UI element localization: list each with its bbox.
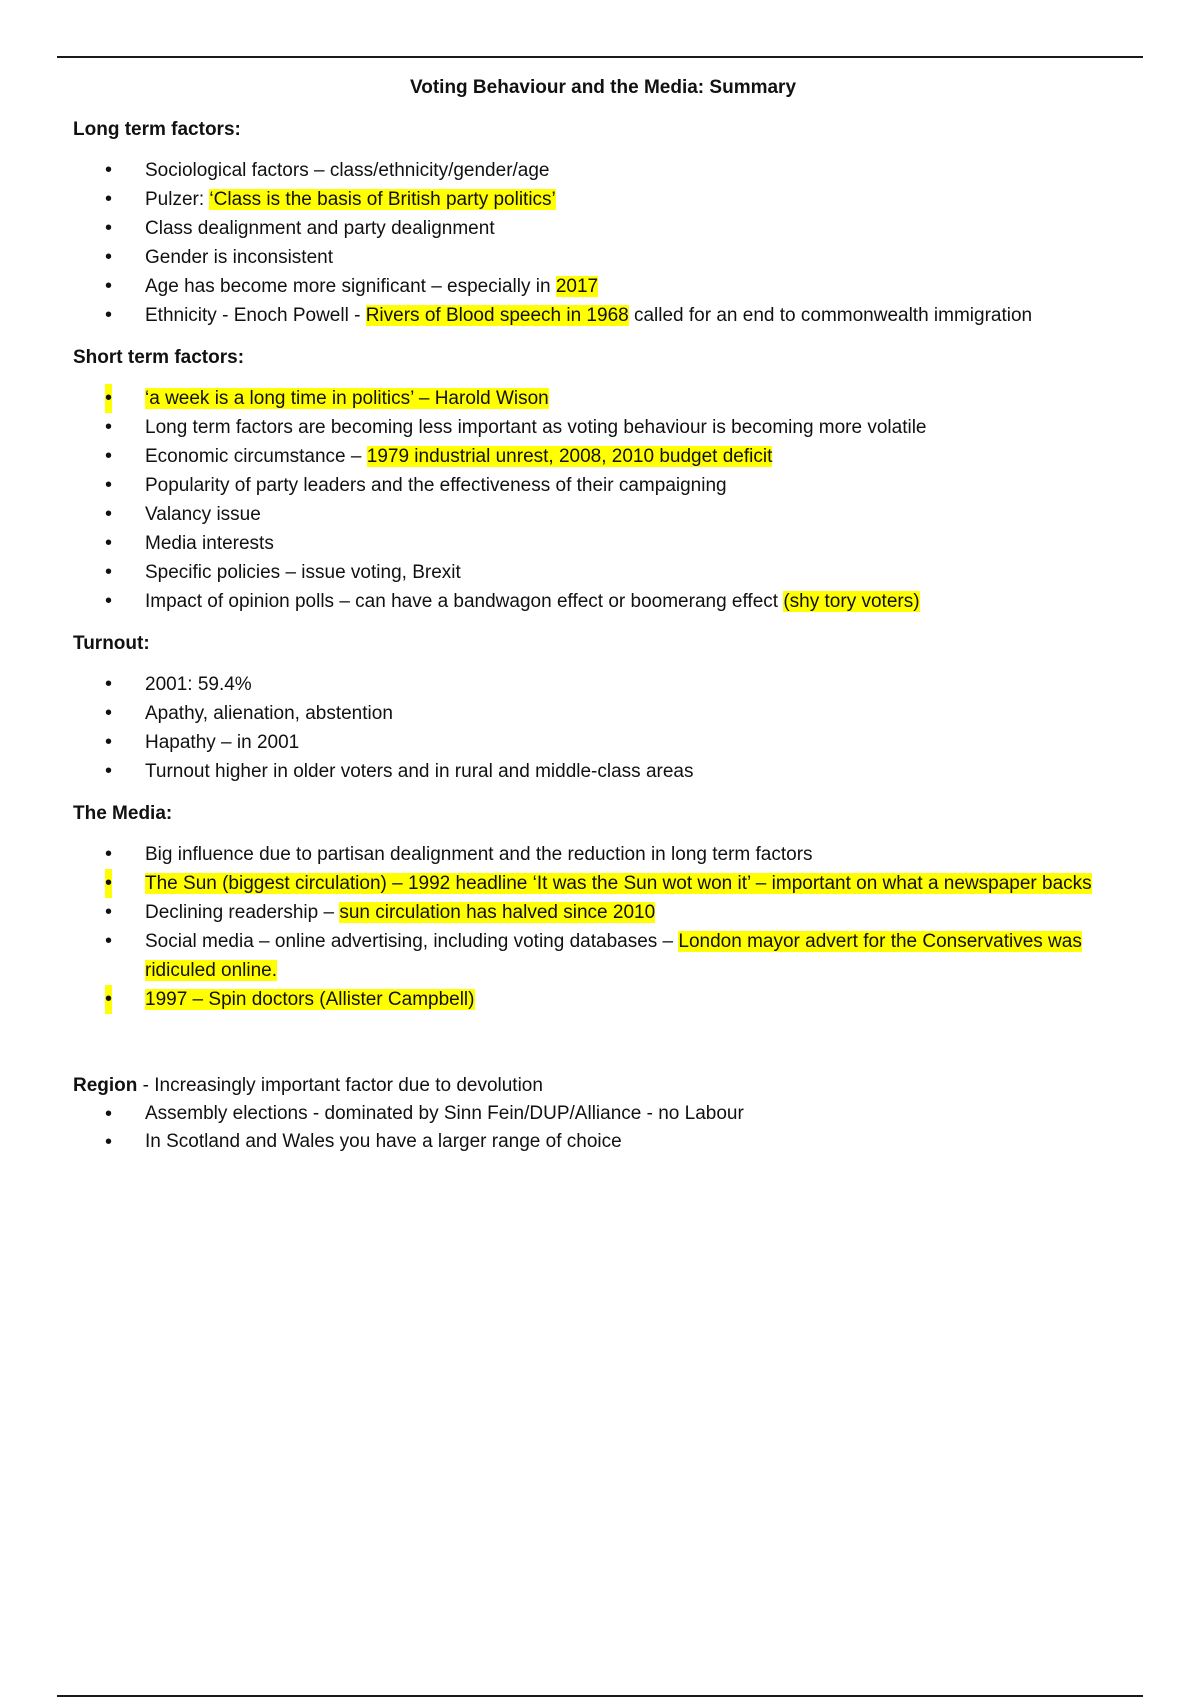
bullet-icon: •: [105, 985, 112, 1014]
list-item: [73, 699, 1133, 728]
item-text: Economic circumstance –: [145, 446, 367, 467]
item-text: Social media – online advertising, including voting databases –: [145, 931, 679, 952]
list-item: [73, 1128, 1133, 1156]
bullet-icon: •: [105, 159, 113, 181]
item-text: Media interests: [145, 533, 274, 554]
bullet-icon: •: [105, 503, 113, 525]
bullet-icon: •: [105, 532, 113, 554]
highlighted-text: 1979 industrial unrest, 2008, 2010 budget deficit: [366, 446, 773, 467]
highlighted-text: 1997 – Spin doctors (Allister Campbell): [145, 989, 475, 1010]
item-text: Specific policies – issue voting, Brexit: [145, 562, 461, 583]
document-title: Voting Behaviour and the Media: Summary: [409, 77, 797, 98]
bullet-icon: •: [105, 1131, 113, 1153]
list-region: [73, 1100, 1133, 1156]
list-item: [73, 301, 1133, 330]
list-long-term: [73, 156, 1133, 330]
list-item: [73, 869, 1133, 898]
list-item: [73, 214, 1133, 243]
region-label: Region: [73, 1075, 138, 1096]
region-line: [73, 1072, 1133, 1100]
item-text: Long term factors are becoming less important as voting behaviour is becoming more volatile: [145, 417, 927, 438]
bullet-icon: •: [105, 188, 113, 210]
item-text: called for an end to commonwealth immigration: [628, 305, 1033, 326]
bullet-icon: •: [105, 275, 113, 297]
bullet-icon: •: [105, 869, 112, 898]
bullet-icon: •: [105, 901, 113, 923]
list-item: [73, 985, 1133, 1014]
bullet-icon: •: [105, 246, 113, 268]
item-text: Big influence due to partisan dealignment and the reduction in long term factors: [145, 844, 813, 865]
bullet-icon: •: [105, 673, 113, 695]
list-item: [73, 927, 1133, 985]
item-text: Assembly elections - dominated by Sinn Fein/DUP/Alliance - no Labour: [145, 1103, 744, 1124]
bullet-icon: •: [105, 217, 113, 239]
bullet-icon: •: [105, 384, 112, 413]
list-item: [73, 384, 1133, 413]
bullet-icon: •: [105, 1103, 113, 1125]
bullet-icon: •: [105, 731, 113, 753]
item-text: Pulzer:: [145, 189, 210, 210]
bullet-icon: •: [105, 930, 113, 952]
item-text: Age has become more significant – especially in: [145, 276, 556, 297]
list-item: [73, 500, 1133, 529]
item-text: Gender is inconsistent: [145, 247, 333, 268]
region-text: - Increasingly important factor due to devolution: [137, 1075, 543, 1096]
bullet-icon: •: [105, 760, 113, 782]
item-text: Turnout higher in older voters and in rural and middle-class areas: [145, 761, 694, 782]
list-item: [73, 413, 1133, 442]
item-text: Valancy issue: [145, 504, 261, 525]
list-item: [73, 272, 1133, 301]
item-text: Sociological factors – class/ethnicity/gender/age: [145, 160, 550, 181]
highlighted-text: London mayor advert for the Conservatives was ridiculed online.: [145, 931, 1082, 981]
list-item: [73, 156, 1133, 185]
list-item: [73, 529, 1133, 558]
item-text: Apathy, alienation, abstention: [145, 703, 393, 724]
highlighted-text: 2017: [555, 276, 599, 297]
list-turnout: [73, 670, 1133, 786]
highlighted-text: sun circulation has halved since 2010: [339, 902, 656, 923]
bullet-icon: •: [105, 590, 113, 612]
list-item: [73, 185, 1133, 214]
item-text: Ethnicity - Enoch Powell -: [145, 305, 366, 326]
heading-media: The Media:: [73, 803, 173, 824]
heading-long-term: Long term factors:: [73, 119, 241, 140]
list-item: [73, 757, 1133, 786]
document-body: [73, 72, 1133, 1166]
item-text: Declining readership –: [145, 902, 340, 923]
list-item: [73, 670, 1133, 699]
list-short-term: [73, 384, 1133, 616]
highlighted-text: (shy tory voters): [783, 591, 920, 612]
list-item: [73, 587, 1133, 616]
bullet-icon: •: [105, 474, 113, 496]
bullet-icon: •: [105, 416, 113, 438]
list-item: [73, 243, 1133, 272]
list-item: [73, 442, 1133, 471]
item-text: In Scotland and Wales you have a larger range of choice: [145, 1131, 622, 1152]
heading-turnout: Turnout:: [73, 633, 150, 654]
item-text: Hapathy – in 2001: [145, 732, 300, 753]
item-text: Popularity of party leaders and the effectiveness of their campaigning: [145, 475, 727, 496]
list-item: [73, 471, 1133, 500]
bottom-rule: [57, 1695, 1143, 1697]
highlighted-text: Rivers of Blood speech in 1968: [365, 305, 629, 326]
highlighted-text: The Sun (biggest circulation) – 1992 headline ‘It was the Sun wot won it’ – important on what a newspaper backs: [145, 873, 1092, 894]
highlighted-text: ‘a week is a long time in politics’ – Harold Wison: [145, 388, 549, 409]
bullet-icon: •: [105, 843, 113, 865]
heading-short-term: Short term factors:: [73, 347, 245, 368]
top-rule: [57, 56, 1143, 58]
item-text: Class dealignment and party dealignment: [145, 218, 495, 239]
list-item: [73, 840, 1133, 869]
bullet-icon: •: [105, 561, 113, 583]
item-text: 2001: 59.4%: [145, 674, 252, 695]
list-item: [73, 558, 1133, 587]
list-item: [73, 728, 1133, 757]
bullet-icon: •: [105, 445, 113, 467]
list-item: [73, 898, 1133, 927]
list-media: [73, 840, 1133, 1014]
highlighted-text: ‘Class is the basis of British party politics’: [209, 189, 556, 210]
list-item: [73, 1100, 1133, 1128]
bullet-icon: •: [105, 702, 113, 724]
item-text: Impact of opinion polls – can have a bandwagon effect or boomerang effect: [145, 591, 784, 612]
bullet-icon: •: [105, 304, 113, 326]
